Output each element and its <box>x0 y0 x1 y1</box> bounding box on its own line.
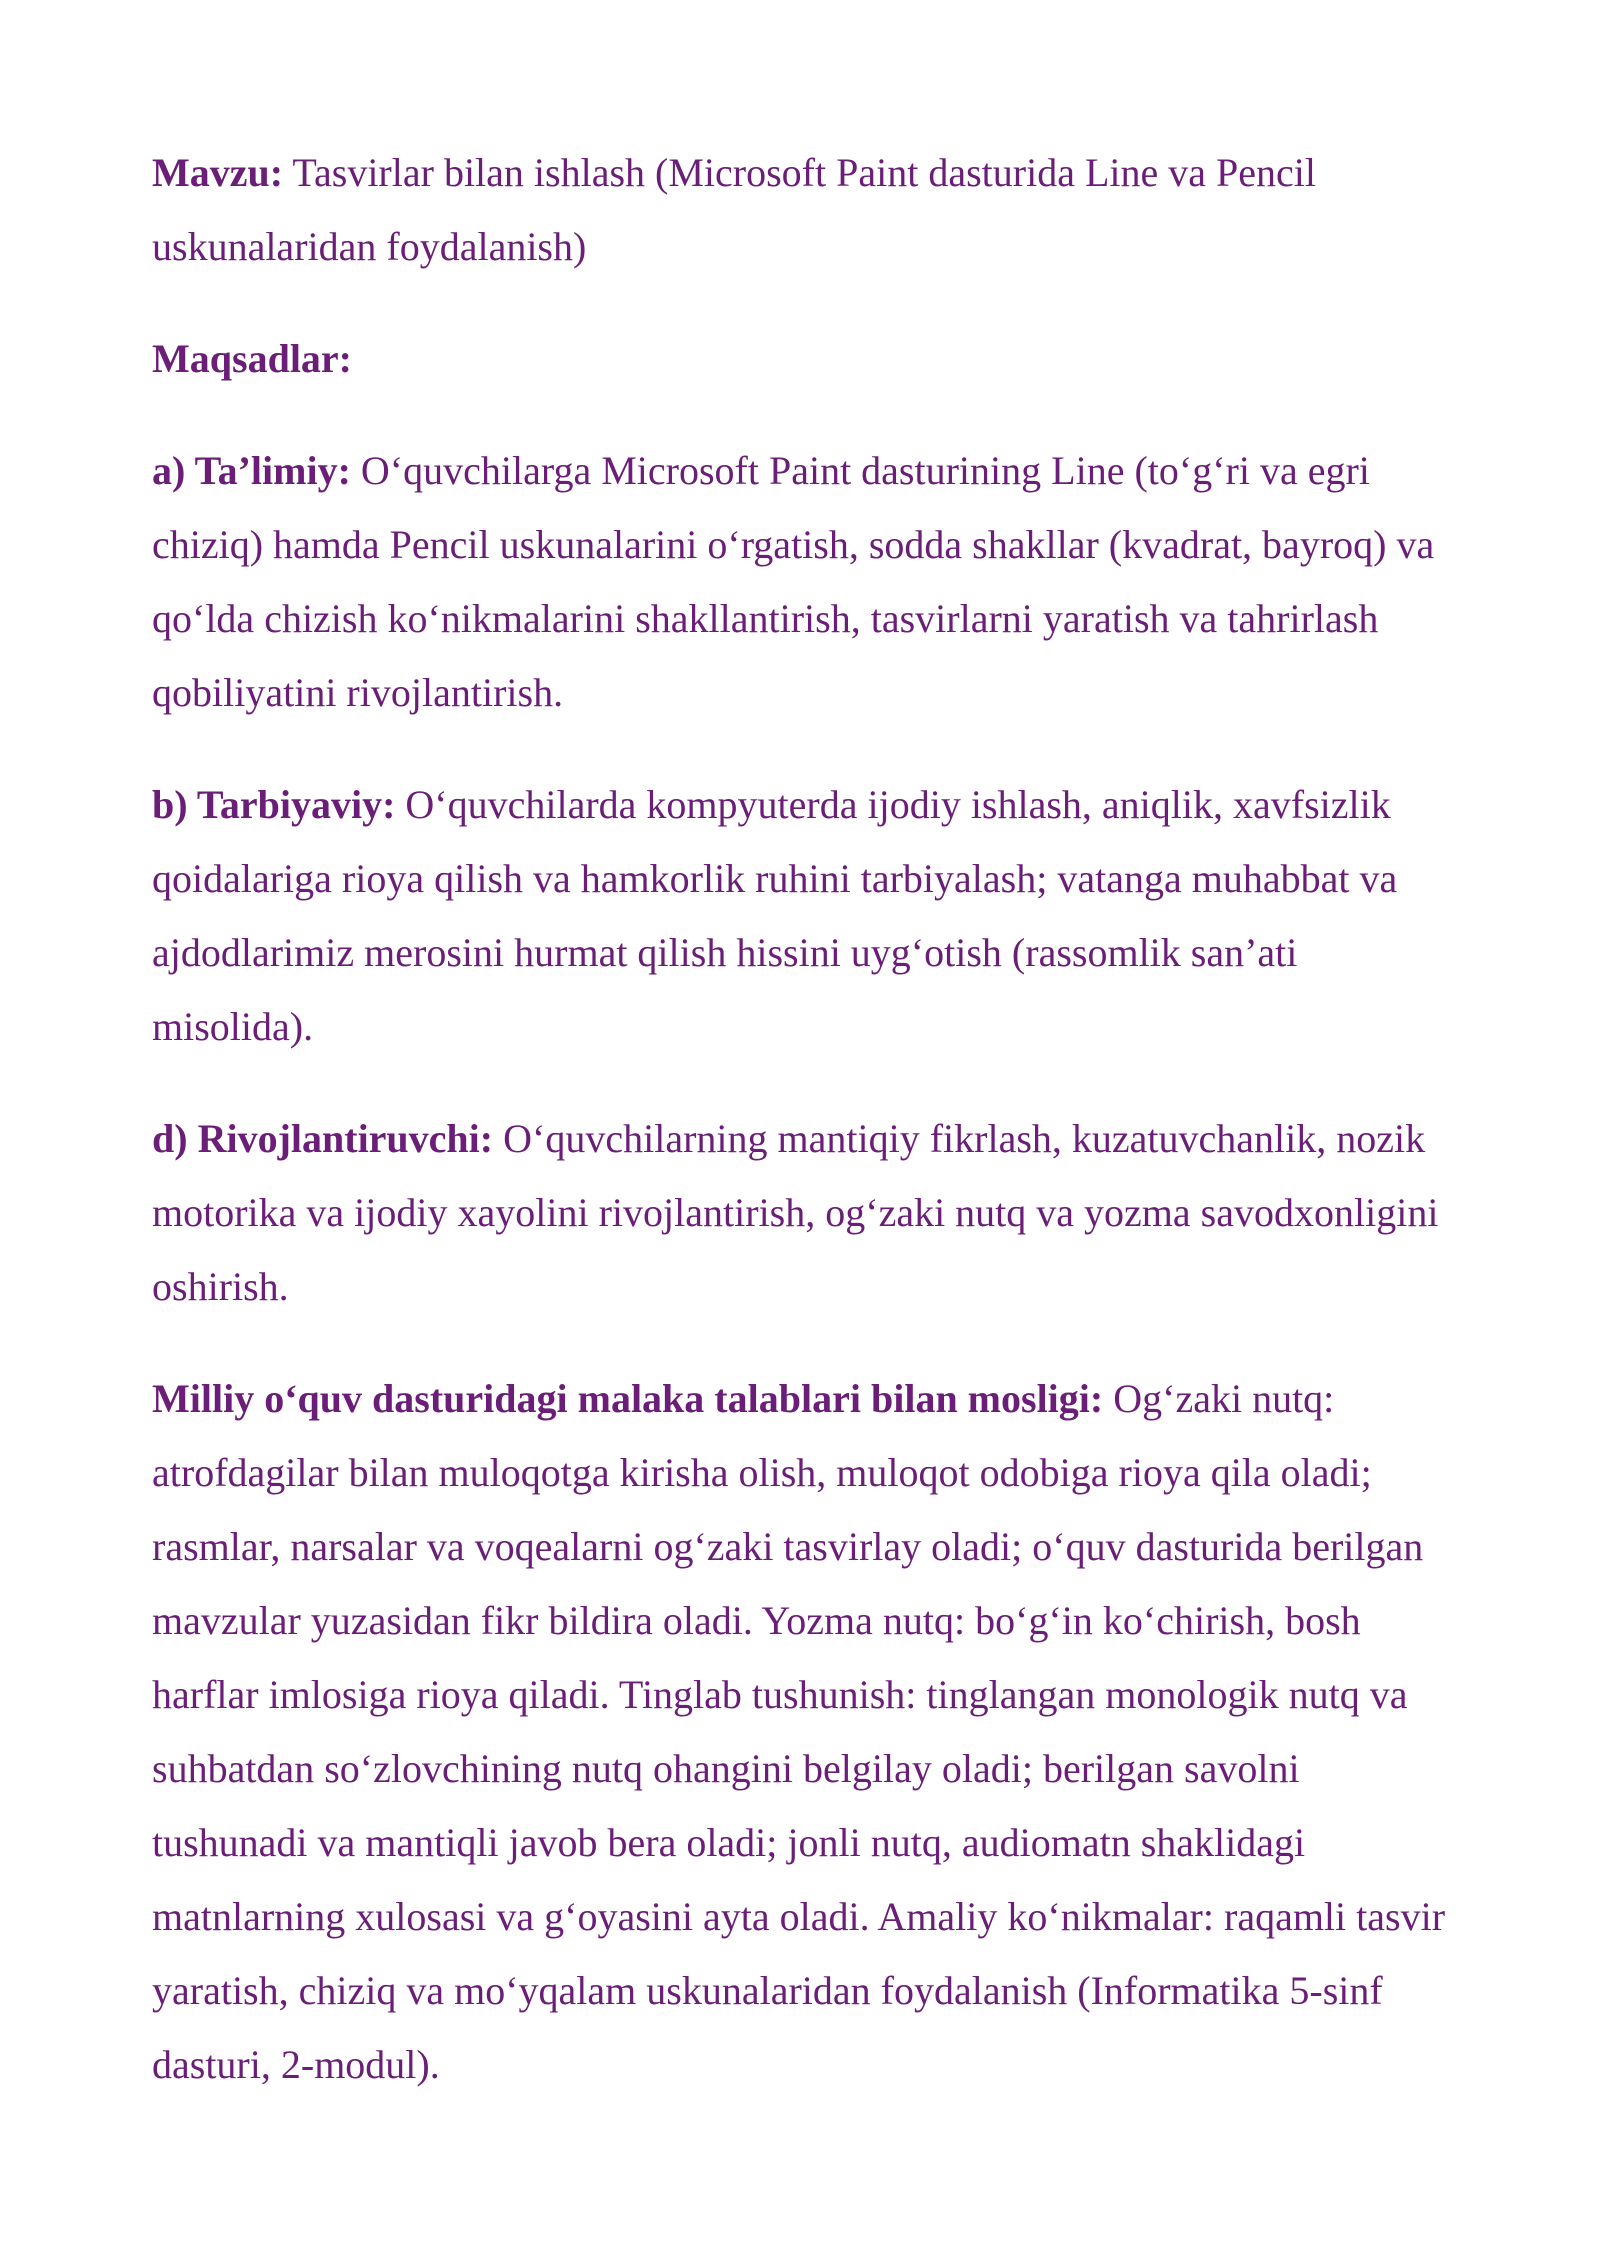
educational-goal-paragraph <box>152 434 1452 730</box>
national-curriculum-label: Milliy o‘quv dasturidagi malaka talablari bilan mosligi: <box>152 1376 1104 1421</box>
national-curriculum-text: Og‘zaki nutq: atrofdagilar bilan muloqotga kirisha olish, muloqot odobiga rioya qila oladi; rasmlar, narsalar va voqealarni og‘zaki tasvirlay oladi; o‘quv dasturida berilgan mavzular yuzasidan fikr bildira oladi. Yozma nutq: bo‘g‘in ko‘chirish, bosh harflar imlosiga rioya qiladi. Tinglab tushunish: tinglangan monologik nutq va suhbatdan so‘zlovchining nutq ohangini belgilay oladi; berilgan savolni tushunadi va mantiqli javob bera oladi; jonli nutq, audiomatn shaklidagi matnlarning xulosasi va g‘oyasini ayta oladi. Amaliy ko‘nikmalar: raqamli tasvir yaratish, chiziq va mo‘yqalam uskunalaridan foydalanish (Informatika 5-sinf dasturi, 2-modul). <box>152 1376 1446 2087</box>
upbringing-goal-text: O‘quvchilarda kompyuterda ijodiy ishlash, aniqlik, xavfsizlik qoidalariga rioya qilish va hamkorlik ruhini tarbiyalash; vatanga muhabbat va ajdodlarimiz merosini hurmat qilish hissini uyg‘otish (rassomlik san’ati misolida). <box>152 782 1398 1049</box>
upbringing-goal-label: b) Tarbiyaviy: <box>152 782 396 827</box>
upbringing-goal-paragraph <box>152 768 1452 1064</box>
goals-heading-label: Maqsadlar: <box>152 336 352 381</box>
topic-text: Tasvirlar bilan ishlash (Microsoft Paint dasturida Line va Pencil uskunalaridan foydalanish) <box>152 150 1316 269</box>
document-page <box>152 136 1452 2140</box>
goals-heading <box>152 322 1452 396</box>
topic-label: Mavzu: <box>152 150 284 195</box>
developmental-goal-paragraph <box>152 1102 1452 1324</box>
educational-goal-label: a) Ta’limiy: <box>152 448 351 493</box>
topic-paragraph <box>152 136 1452 284</box>
developmental-goal-label: d) Rivojlantiruvchi: <box>152 1116 494 1161</box>
educational-goal-text: O‘quvchilarga Microsoft Paint dasturining Line (to‘g‘ri va egri chiziq) hamda Pencil uskunalarini o‘rgatish, sodda shakllar (kvadrat, bayroq) va qo‘lda chizish ko‘nikmalarini shakllantirish, tasvirlarni yaratish va tahrirlash qobiliyatini rivojlantirish. <box>152 448 1435 715</box>
national-curriculum-paragraph <box>152 1362 1452 2102</box>
developmental-goal-text: O‘quvchilarning mantiqiy fikrlash, kuzatuvchanlik, nozik motorika va ijodiy xayolini rivojlantirish, og‘zaki nutq va yozma savodxonligini oshirish. <box>152 1116 1439 1309</box>
